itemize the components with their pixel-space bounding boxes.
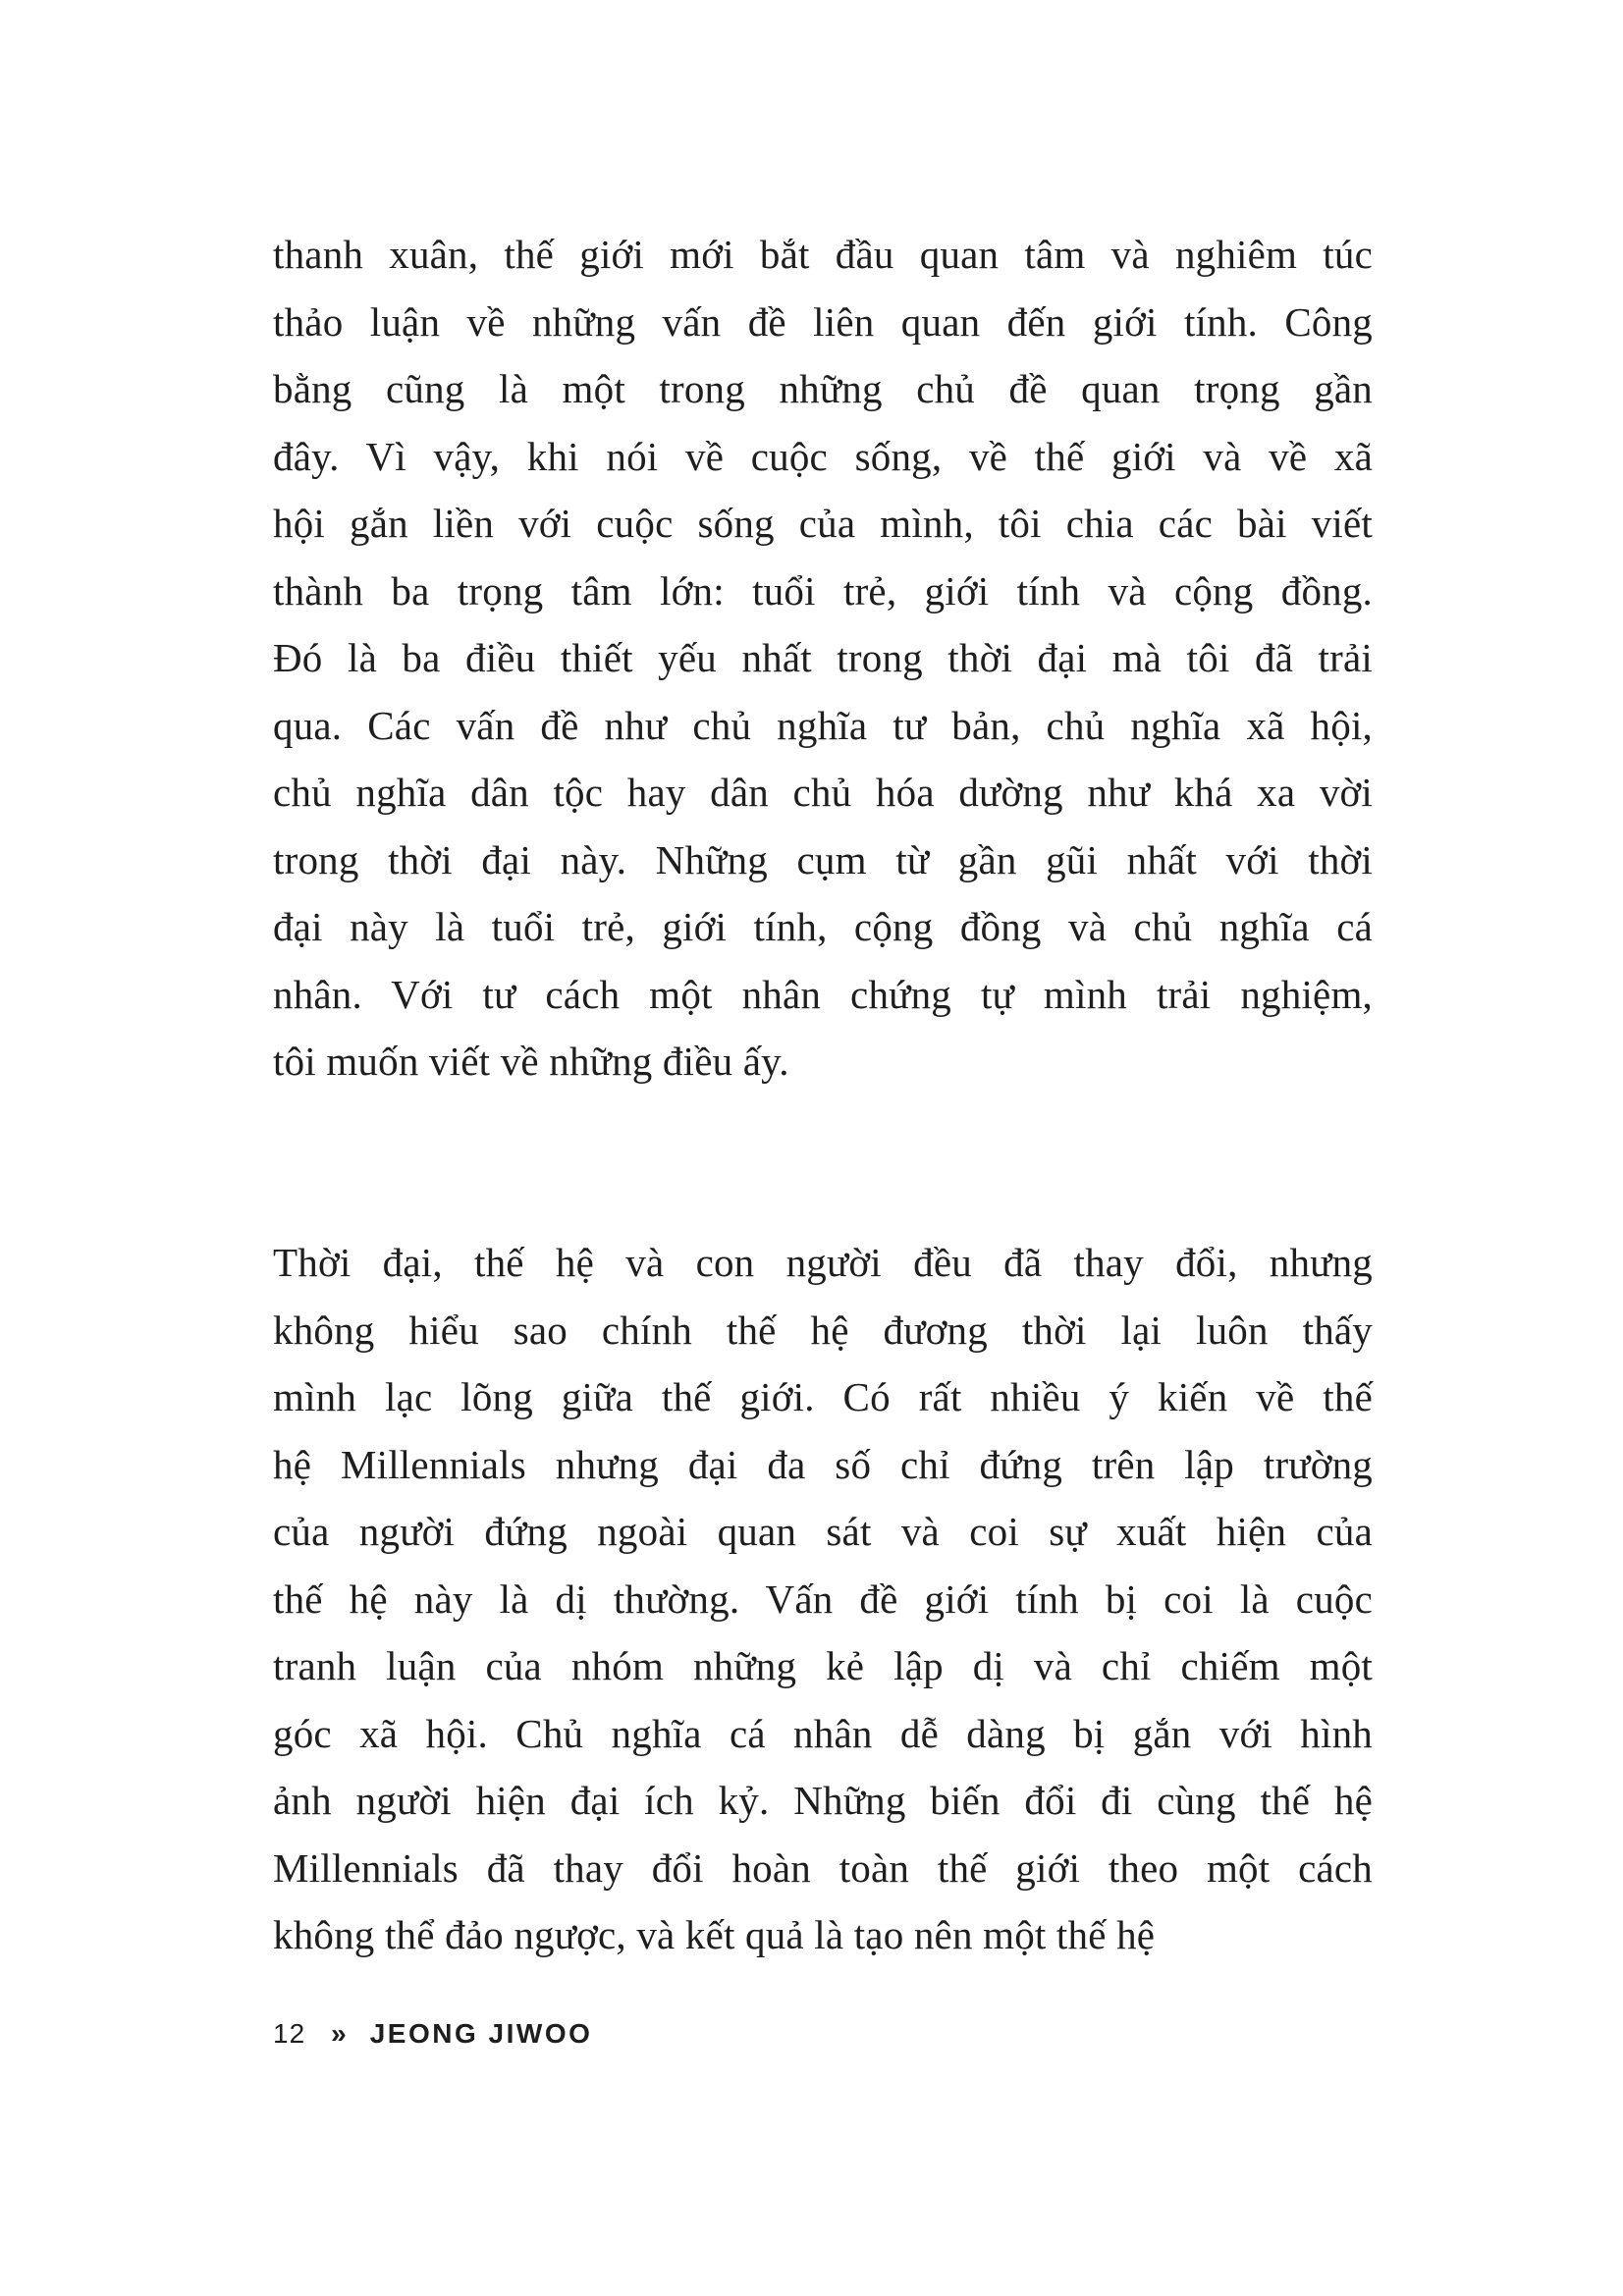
text-line: qua. Các vấn đề như chủ nghĩa tư bản, chủ nghĩa xã hội,	[273, 702, 1373, 748]
text-line: hệ Millennials nhưng đại đa số chỉ đứng trên lập trường	[273, 1441, 1373, 1487]
text-line: bằng cũng là một trong những chủ đề quan trọng gần	[273, 366, 1373, 411]
page-footer	[273, 2014, 592, 2054]
text-line: của người đứng ngoài quan sát và coi sự xuất hiện của	[273, 1509, 1373, 1554]
text-line: không hiểu sao chính thế hệ đương thời lại luôn thấy	[273, 1307, 1373, 1353]
text-line: thế hệ này là dị thường. Vấn đề giới tính bị coi là cuộc	[273, 1575, 1373, 1622]
text-line: thành ba trọng tâm lớn: tuổi trẻ, giới tính và cộng đồng.	[273, 567, 1373, 614]
page-number: 12	[273, 2018, 306, 2049]
author-name: JEONG JIWOO	[369, 2018, 593, 2049]
text-line: trong thời đại này. Những cụm từ gần gũi nhất với thời	[273, 836, 1373, 882]
text-line: tranh luận của nhóm những kẻ lập dị và chỉ chiếm một	[273, 1643, 1373, 1688]
text-line: mình lạc lõng giữa thế giới. Có rất nhiều ý kiến về thế	[273, 1374, 1373, 1419]
text-line: chủ nghĩa dân tộc hay dân chủ hóa dường như khá xa vời	[273, 770, 1373, 815]
text-line: góc xã hội. Chủ nghĩa cá nhân dễ dàng bị gắn với hình	[273, 1710, 1373, 1756]
paragraph-1	[273, 221, 1373, 1095]
text-line: Thời đại, thế hệ và con người đều đã thay đổi, nhưng	[273, 1240, 1373, 1285]
text-line: Millennials đã thay đổi hoàn toàn thế giới theo một cách	[273, 1844, 1373, 1891]
text-line: tôi muốn viết về những điều ấy.	[273, 1039, 789, 1084]
text-line: đại này là tuổi trẻ, giới tính, cộng đồng và chủ nghĩa cá	[273, 904, 1373, 949]
paragraph-2	[273, 1229, 1373, 1969]
text-line: nhân. Với tư cách một nhân chứng tự mình trải nghiệm,	[273, 971, 1373, 1017]
text-line: hội gắn liền với cuộc sống của mình, tôi chia các bài viết	[273, 501, 1373, 546]
text-line: ảnh người hiện đại ích kỷ. Những biến đổi đi cùng thế hệ	[273, 1778, 1373, 1823]
text-line: Đó là ba điều thiết yếu nhất trong thời đại mà tôi đã trải	[273, 635, 1373, 680]
text-line: thảo luận về những vấn đề liên quan đến giới tính. Công	[273, 298, 1373, 345]
footer-separator: »	[331, 2018, 347, 2049]
text-line: đây. Vì vậy, khi nói về cuộc sống, về thế giới và về xã	[273, 433, 1373, 479]
text-line: không thể đảo ngược, và kết quả là tạo nên một thế hệ	[273, 1912, 1156, 1957]
text-line: thanh xuân, thế giới mới bắt đầu quan tâm và nghiêm túc	[273, 232, 1373, 277]
